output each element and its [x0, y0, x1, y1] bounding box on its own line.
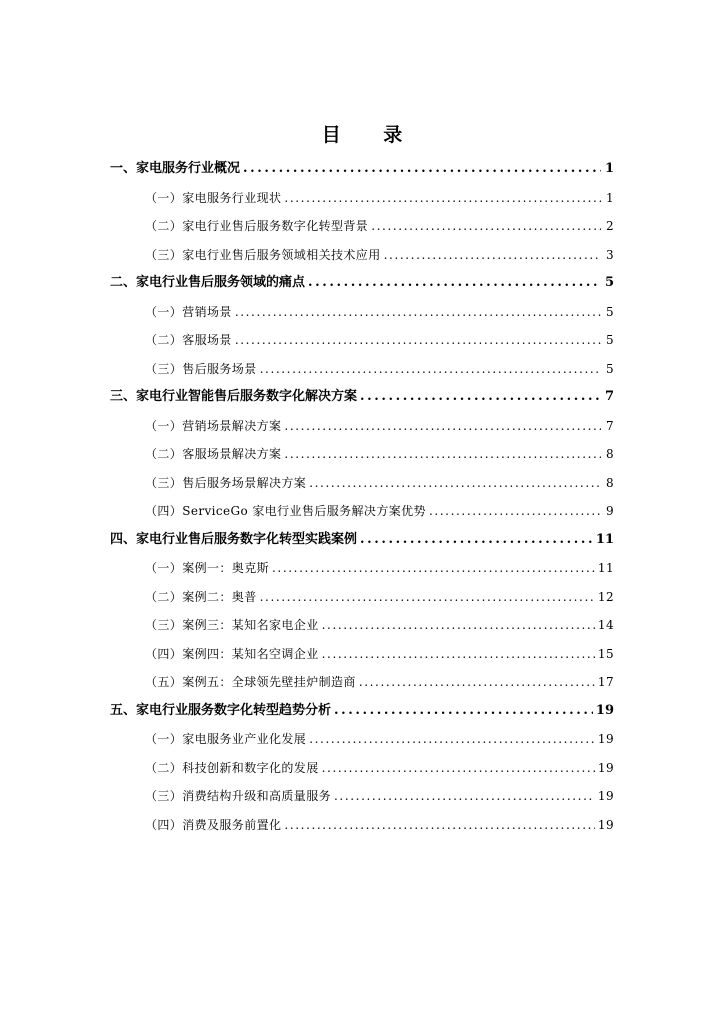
toc-entry-title: （三）售后服务场景解决方案 [145, 475, 307, 490]
toc-page-number: 3 [605, 247, 614, 262]
toc-entry-title: （一）营销场景解决方案 [145, 418, 282, 433]
toc-section-entry[interactable] [110, 586, 614, 615]
toc-section-entry[interactable] [110, 500, 614, 529]
toc-entry-title: （五）案例五：全球领先壁挂炉制造商 [145, 675, 356, 689]
toc-section-entry[interactable] [110, 301, 614, 330]
toc-section-entry[interactable] [110, 757, 614, 786]
toc-page-number: 15 [597, 646, 614, 661]
toc-section-entry[interactable] [110, 557, 614, 586]
toc-dot-leader [284, 415, 601, 437]
table-of-contents [110, 158, 614, 842]
toc-chapter-entry[interactable] [110, 700, 614, 729]
toc-entry-title: （一）营销场景 [145, 304, 232, 319]
toc-chapter-entry[interactable] [110, 272, 614, 301]
toc-dot-leader [322, 757, 595, 779]
toc-dot-leader [334, 785, 595, 807]
toc-chapter-entry[interactable] [110, 386, 614, 415]
toc-page-number: 5 [605, 361, 614, 376]
toc-page-number: 1 [604, 161, 614, 176]
toc-page-number: 8 [605, 475, 614, 490]
toc-section-entry[interactable] [110, 643, 614, 672]
toc-page-number: 17 [597, 675, 614, 689]
toc-dot-leader [243, 158, 601, 180]
toc-dot-leader [260, 358, 601, 380]
toc-entry-title: （二）客服场景 [145, 333, 232, 347]
toc-dot-leader [235, 301, 601, 323]
toc-dot-leader [284, 814, 595, 836]
toc-dot-leader [360, 529, 593, 551]
toc-entry-title: （四）案例四：某知名空调企业 [145, 646, 319, 661]
toc-section-entry[interactable] [110, 187, 614, 216]
toc-page-number: 5 [605, 333, 614, 347]
toc-chapter-entry[interactable] [110, 158, 614, 187]
toc-entry-title: 五、家电行业服务数字化转型趋势分析 [110, 702, 332, 718]
toc-section-entry[interactable] [110, 215, 614, 244]
toc-section-entry[interactable] [110, 244, 614, 273]
toc-page-number: 1 [605, 190, 614, 205]
page-title: 目 录 [321, 124, 421, 146]
toc-section-entry[interactable] [110, 472, 614, 501]
toc-entry-title: （三）消费结构升级和高质量服务 [145, 789, 332, 803]
toc-page-number: 11 [597, 561, 614, 575]
toc-entry-title: （二）客服场景解决方案 [145, 447, 282, 461]
toc-entry-title: （三）家电行业售后服务领域相关技术应用 [145, 247, 381, 262]
toc-chapter-entry[interactable] [110, 529, 614, 558]
toc-dot-leader [322, 643, 595, 665]
toc-dot-leader [235, 329, 601, 351]
toc-page-number: 19 [597, 732, 614, 746]
toc-entry-title: （二）科技创新和数字化的发展 [145, 760, 319, 775]
toc-dot-leader [429, 500, 601, 522]
toc-dot-leader [260, 586, 595, 608]
toc-entry-title: （一）案例一：奥克斯 [145, 561, 270, 575]
toc-dot-leader [371, 215, 601, 237]
toc-section-entry[interactable] [110, 415, 614, 444]
toc-entry-title: 一、家电服务行业概况 [110, 161, 241, 176]
toc-entry-title: 二、家电行业售后服务领域的痛点 [110, 275, 306, 290]
toc-entry-title: （一）家电服务业产业化发展 [145, 732, 307, 746]
toc-entry-title: （二）家电行业售后服务数字化转型背景 [145, 219, 369, 233]
toc-dot-leader [384, 244, 601, 266]
toc-dot-leader [359, 671, 595, 693]
toc-page-number: 9 [605, 504, 614, 518]
toc-section-entry[interactable] [110, 785, 614, 814]
toc-section-entry[interactable] [110, 671, 614, 700]
toc-page-number: 19 [595, 702, 614, 718]
toc-page-number: 7 [605, 418, 614, 433]
toc-page-number: 14 [597, 618, 614, 632]
toc-entry-title: （三）案例三：某知名家电企业 [145, 618, 319, 632]
toc-entry-title: （四）消费及服务前置化 [145, 817, 282, 832]
toc-entry-title: 三、家电行业智能售后服务数字化解决方案 [110, 389, 358, 404]
toc-section-entry[interactable] [110, 814, 614, 843]
toc-entry-title: （一）家电服务行业现状 [145, 190, 282, 205]
toc-page-number: 8 [605, 447, 614, 461]
toc-page-number: 11 [595, 531, 614, 547]
toc-section-entry[interactable] [110, 358, 614, 387]
toc-page-number: 19 [597, 817, 614, 832]
toc-dot-leader [284, 443, 601, 465]
toc-dot-leader [322, 614, 595, 636]
toc-section-entry[interactable] [110, 443, 614, 472]
toc-dot-leader [308, 272, 601, 294]
toc-page-number: 5 [604, 275, 614, 290]
toc-dot-leader [272, 557, 595, 579]
toc-entry-title: （三）售后服务场景 [145, 361, 257, 376]
toc-dot-leader [309, 472, 601, 494]
toc-entry-title: （四）ServiceGo 家电行业售后服务解决方案优势 [145, 504, 426, 518]
toc-page-number: 19 [597, 789, 614, 803]
toc-page-number: 19 [597, 760, 614, 775]
toc-page-number: 7 [604, 389, 614, 404]
toc-entry-title: （二）案例二：奥普 [145, 589, 257, 604]
toc-dot-leader [309, 728, 595, 750]
toc-dot-leader [284, 187, 601, 209]
toc-entry-title: 四、家电行业售后服务数字化转型实践案例 [110, 531, 358, 547]
toc-dot-leader [360, 386, 601, 408]
toc-page-number: 2 [605, 219, 614, 233]
toc-page-number: 5 [605, 304, 614, 319]
toc-section-entry[interactable] [110, 728, 614, 757]
toc-page-number: 12 [597, 589, 614, 604]
toc-dot-leader [334, 700, 593, 722]
toc-section-entry[interactable] [110, 614, 614, 643]
toc-section-entry[interactable] [110, 329, 614, 358]
